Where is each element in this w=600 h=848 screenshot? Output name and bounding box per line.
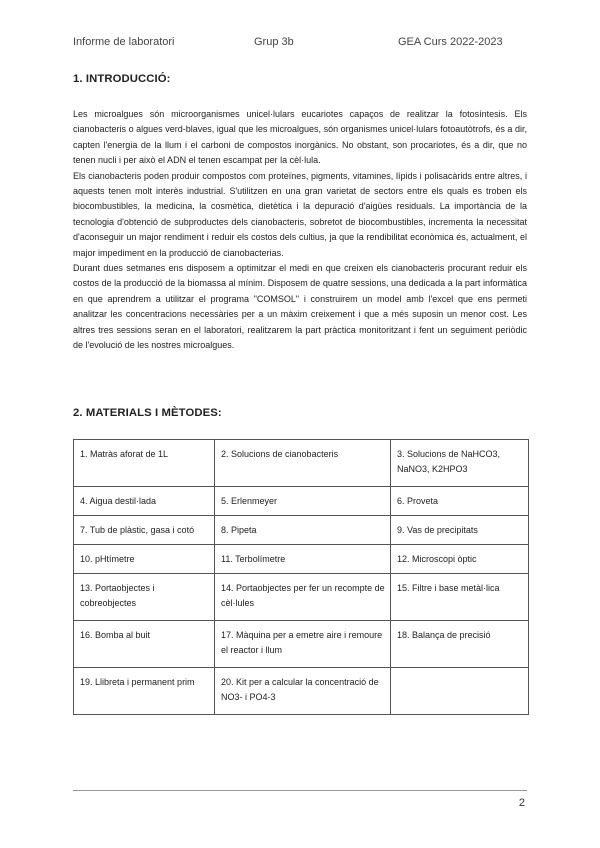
- table-cell: 17. Màquina per a emetre aire i remoure el reactor i llum: [215, 621, 391, 668]
- table-cell: 9. Vas de precipitats: [391, 516, 529, 545]
- intro-paragraph: Durant dues setmanes ens disposem a optimitzar el medi en que creixen els cianobacteris procurant reduir els costos de la producció de la biomassa al mínim. Disposem de quatre sessions, una dedicada a la part informàtica en que aprendrem a utilitzar el programa "COMSOL" i construirem un model amb l'excel que ens permeti analitzar les concentracions necessàries per a un màxim creixement i que a més suposin un menor cost. Les altres tres sessions seran en el laboratori, realitzarem la part pràctica monitoritzant i fent un seguiment periòdic de l'evolució de les nostres microalgues.: [73, 263, 527, 351]
- table-row: [74, 621, 529, 668]
- table-row: [74, 545, 529, 574]
- table-row: [74, 516, 529, 545]
- table-cell: 3. Solucions de NaHCO3, NaNO3, K2HPO3: [391, 440, 529, 487]
- header-report-title: Informe de laboratori: [73, 36, 175, 48]
- table-cell: 18. Balança de precisió: [391, 621, 529, 668]
- table-row: [74, 574, 529, 621]
- table-cell: 14. Portaobjectes per fer un recompte de cèl·lules: [215, 574, 391, 621]
- table-cell: 20. Kit per a calcular la concentració de NO3- i PO4-3: [215, 668, 391, 715]
- page-header: [0, 36, 600, 50]
- footer-divider: [73, 790, 527, 791]
- section-title-materials-methods: 2. MATERIALS I MÈTODES:: [73, 407, 222, 419]
- table-row: [74, 487, 529, 516]
- table-cell: 4. Aigua destil·lada: [74, 487, 215, 516]
- table-row: [74, 668, 529, 715]
- materials-table: [73, 439, 529, 715]
- table-cell: 10. pHtímetre: [74, 545, 215, 574]
- header-course: GEA Curs 2022-2023: [398, 36, 503, 48]
- table-cell: 2. Solucions de cianobacteris: [215, 440, 391, 487]
- table-cell: 13. Portaobjectes i cobreobjectes: [74, 574, 215, 621]
- page-number: 2: [518, 797, 525, 809]
- table-cell: 1. Matràs aforat de 1L: [74, 440, 215, 487]
- header-group: Grup 3b: [254, 36, 294, 48]
- table-cell: 6. Proveta: [391, 487, 529, 516]
- intro-paragraph: Les microalgues són microorganismes unicel·lulars eucariotes capaços de realitzar la fotosíntesis. Els cianobacteris o algues verd-blaves, igual que les microalgues, són organismes unicel·lulars fotoautòtrofs, és a dir, capten l'energia de la llum i el carboni de compostos inorgànics. No obstant, son procariotes, és a dir, que no tenen nucli i per això el ADN el tenen escampat per la cèl·lula.: [73, 109, 527, 166]
- table-cell: 19. Llibreta i permanent prim: [74, 668, 215, 715]
- table-cell: 7. Tub de plàstic, gasa i cotó: [74, 516, 215, 545]
- table-cell: 8. Pipeta: [215, 516, 391, 545]
- intro-paragraph: Els cianobacteris poden produir compostos com proteïnes, pigments, vitamines, lípids i polisacàrids entre altres, i aquests tenen molt interès industrial. S'utilitzen en una gran varietat de sectors entre els quals es troben els biocombustibles, la medicina, la cosmètica, dietètica i la depuració d'aigües residuals. La importància de la tecnologia d'obtenció de subproductes dels cianobacteris, sobretot de biocombustibles, incrementa la necessitat d'aconseguir un major rendiment i reduir els costos dels cultius, ja que la rendibilitat econòmica és, actualment, el major impediment en la producció de cianobacterias.: [73, 170, 527, 258]
- table-cell: [391, 668, 529, 715]
- table-cell: 16. Bomba al buit: [74, 621, 215, 668]
- table-cell: 12. Microscopi òptic: [391, 545, 529, 574]
- section-title-introduction: 1. INTRODUCCIÓ:: [73, 73, 171, 85]
- table-cell: 15. Filtre i base metàl·lica: [391, 574, 529, 621]
- table-cell: 11. Terbolímetre: [215, 545, 391, 574]
- introduction-body: [73, 107, 527, 354]
- table-row: [74, 440, 529, 487]
- table-cell: 5. Erlenmeyer: [215, 487, 391, 516]
